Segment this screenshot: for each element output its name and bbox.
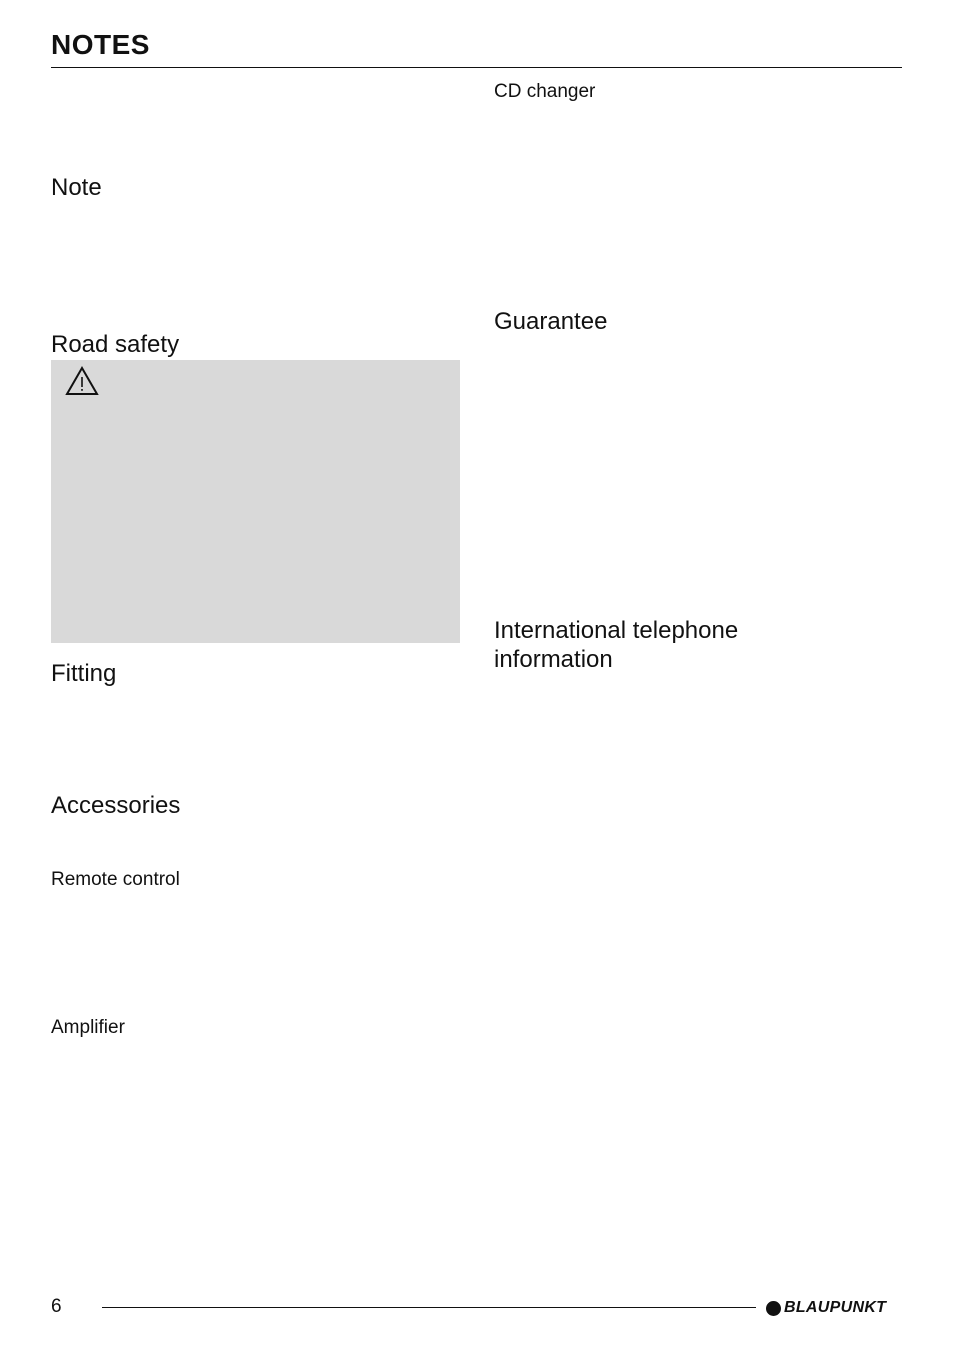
cd-changer-heading: CD changer — [494, 81, 596, 102]
page-number: 6 — [51, 1296, 62, 1317]
page-title: NOTES — [51, 29, 150, 60]
road-safety-heading: Road safety — [51, 331, 180, 358]
amplifier-heading: Amplifier — [51, 1017, 125, 1038]
brand-name: BLAUPUNKT — [784, 1299, 887, 1316]
fitting-heading: Fitting — [51, 660, 117, 687]
brand-logo — [766, 1298, 886, 1318]
accessories-heading: Accessories — [51, 792, 181, 819]
remote-control-heading: Remote control — [51, 869, 180, 890]
note-heading: Note — [51, 174, 102, 201]
brand-dot-icon — [766, 1301, 781, 1316]
intl-telephone-heading-line2: information — [494, 646, 613, 673]
road-safety-warning-box — [51, 360, 460, 643]
intl-telephone-heading-line1: International telephone — [494, 617, 739, 644]
title-divider — [51, 67, 902, 68]
guarantee-heading: Guarantee — [494, 308, 608, 335]
warning-triangle-icon — [65, 366, 99, 396]
footer-divider — [102, 1307, 756, 1308]
